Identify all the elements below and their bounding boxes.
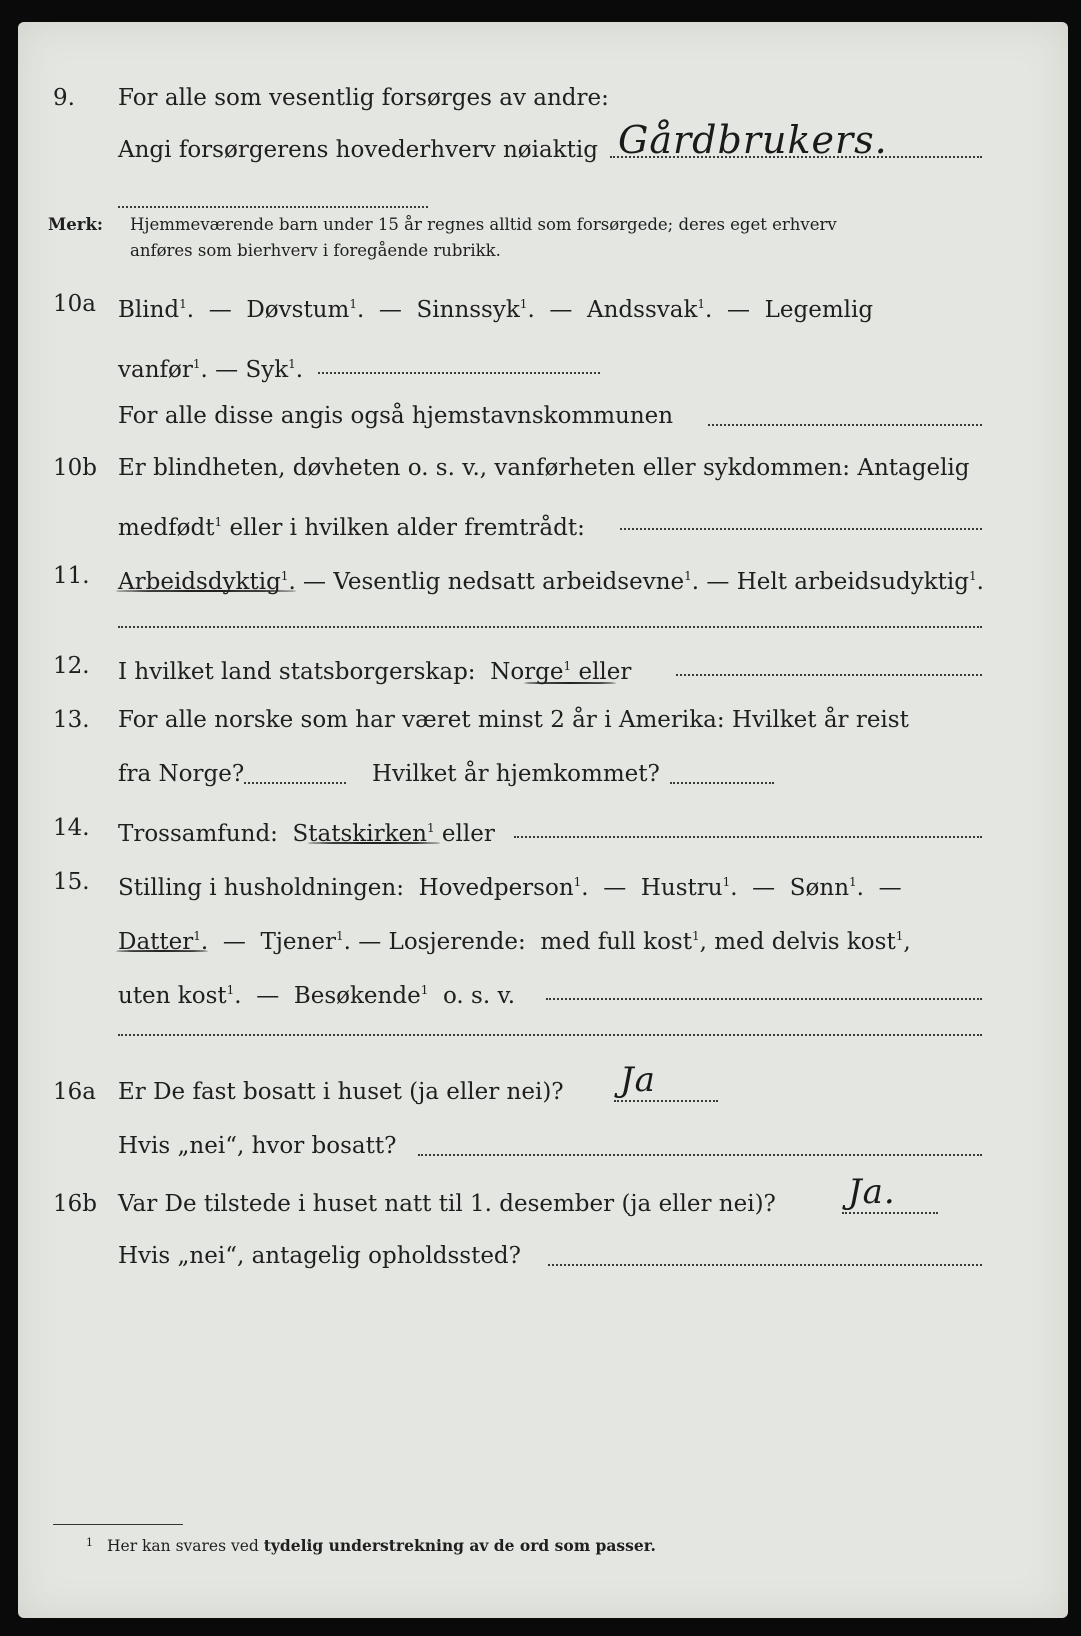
q13-left-norway: fra Norge? (118, 761, 245, 787)
q10b-answer-line[interactable] (620, 528, 982, 530)
q9-provider-label: Angi forsørgerens hovederhverv nøiaktig (118, 137, 598, 163)
footnote-rule (53, 1524, 183, 1525)
q16b-where-line[interactable] (548, 1264, 982, 1266)
q10b-number: 10b (53, 455, 97, 481)
q14-question: Trossamfund: Statskirken$^1$ eller (118, 821, 495, 847)
q16a-where-line[interactable] (418, 1154, 982, 1156)
footnote-marker: 1 (86, 1536, 93, 1549)
merk-text-1: Hjemmeværende barn under 15 år regnes alltid som forsørgede; deres eget erhverv (130, 215, 837, 234)
option-hustru: Hustru (640, 875, 723, 901)
option-andssvak: Andssvak (587, 297, 698, 323)
q15-options-3: uten kost$^1$. — Besøkende$^1$ o. s. v. (118, 983, 516, 1009)
option-besokende: Besøkende (293, 983, 421, 1009)
q15-extra-line[interactable] (118, 1034, 982, 1036)
option-delvis-kost: med delvis kost (714, 929, 896, 955)
option-vanfor: vanfør (118, 357, 193, 383)
q11-number: 11. (53, 563, 90, 589)
q16b-where-label: Hvis „nei“, antagelig opholdssted? (118, 1243, 521, 1269)
q15-underline-mark (116, 950, 208, 952)
option-full-kost: med full kost (540, 929, 692, 955)
q16b-question: Var De tilstede i huset natt til 1. desember (ja eller nei)? (118, 1191, 776, 1217)
option-uten-kost: uten kost (118, 983, 227, 1009)
option-arbeidsdyktig: Arbeidsdyktig (118, 569, 281, 595)
q14-answer-line[interactable] (514, 836, 982, 838)
q13-left-year-line[interactable] (244, 782, 346, 784)
q12-underline-mark (524, 682, 616, 684)
q9-number: 9. (53, 85, 75, 111)
q16a-handwritten-answer: Ja (620, 1060, 656, 1100)
q15-question: Stilling i husholdningen: Hovedperson$^1$. — Hustru$^1$. — Sønn$^1$. — (118, 875, 902, 901)
q16b-number: 16b (53, 1191, 97, 1217)
option-norge: Norge (490, 659, 564, 685)
q15-number: 15. (53, 869, 90, 895)
footnote: $^1$ Her kan svares ved tydelig understrekning av de ord som passer. (86, 1536, 656, 1555)
q16a-question: Er De fast bosatt i huset (ja eller nei)? (118, 1079, 564, 1105)
q9-handwritten-answer: Gårdbrukers. (618, 118, 888, 162)
q13-return-year-line[interactable] (670, 782, 774, 784)
q14-number: 14. (53, 815, 90, 841)
q15-options-2: Datter$^1$. — Tjener$^1$. — Losjerende: med full kost$^1$, med delvis kost$^1$, (118, 929, 911, 955)
option-blind: Blind (118, 297, 180, 323)
q11-underline-mark (116, 590, 296, 592)
q13-number: 13. (53, 707, 90, 733)
q9-question: For alle som vesentlig forsørges av andre: (118, 85, 609, 111)
q16b-answer-line[interactable] (842, 1212, 938, 1214)
option-statskirken: Statskirken (292, 821, 427, 847)
option-legemlig: Legemlig (764, 297, 874, 323)
option-syk: Syk (245, 357, 289, 383)
q12-number: 12. (53, 653, 90, 679)
option-dovstum: Døvstum (246, 297, 350, 323)
option-hovedperson: Hovedperson (418, 875, 574, 901)
option-nedsatt: Vesentlig nedsatt arbeidsevne (333, 569, 685, 595)
q10a-municipality-line[interactable] (708, 424, 982, 426)
q10a-answer-line[interactable] (318, 372, 600, 374)
q16a-number: 16a (53, 1079, 96, 1105)
q11-options: Arbeidsdyktig$^1$. — Vesentlig nedsatt arbeidsevne$^1$. — Helt arbeidsudyktig$^1$. (118, 569, 984, 595)
q16a-answer-line[interactable] (614, 1100, 718, 1102)
option-datter: Datter (118, 929, 194, 955)
merk-label: Merk: (48, 215, 103, 234)
option-tjener: Tjener (260, 929, 336, 955)
q13-returned: Hvilket år hjemkommet? (372, 761, 660, 787)
q10b-question-2: medfødt$^1$ eller i hvilken alder fremtrådt: (118, 515, 585, 541)
q13-question: For alle norske som har været minst 2 år i Amerika: Hvilket år reist (118, 707, 909, 733)
q10a-options: Blind$^1$. — Døvstum$^1$. — Sinnssyk$^1$. — Andssvak$^1$. — Legemlig (118, 297, 874, 323)
q10a-number: 10a (53, 291, 96, 317)
q14-underline-mark (308, 842, 440, 844)
census-form-page: 9. For alle som vesentlig forsørges av andre: Angi forsørgerens hovederhverv nøiaktig Gårdbrukers. Merk: Hjemmeværende barn under 15 år regnes alltid som forsørgede; deres eget erhverv anføres som bierhverv i foregående rubrikk. 10a Blind$^1$. — Døvstum$^1$. — Sinnssyk$^1$. — Andssvak$^1$. — Legemlig vanfør$^1$. — Syk$^1$. For alle disse angis også hjemstavnskommunen 10b Er blindheten, døvheten o. s. v., vanførheten eller sykdommen: Antagelig medfødt$^1$ eller i hvilken alder fremtrådt: 11. Arbeidsdyktig$^1$. — Vesentlig nedsatt arbeidsevne$^1$. — Helt arbeidsudyktig$^1$. 12. I hvilket land statsborgerskap: Norge$^1$ eller 13. For alle norske som har været minst 2 år i Amerika: Hvilket år reist fra Norge? Hvilket år hjemkommet? 14. Trossamfund: Statskirken$^1$ eller 15. Stilling i husholdningen: Hovedperson$^1$. — Hustru$^1$. — Sønn$^1$. — Datter$^1$. — Tjener$^1$. — Losjerende: med full kost$^1$, med delvis kost$^1$, uten kost$^1$. — Besøkende$^1$ o. s. v. 16a Er De fast bosatt i huset (ja eller nei)? Ja Hvis „nei“, hvor bosatt? 16b Var De tilstede i huset natt til 1. desember (ja eller nei)? Ja. Hvis „nei“, antagelig opholdssted? $^1$ Her kan svares ved tydelig understrekning av de ord som passer. (18, 22, 1068, 1618)
option-sinnssyk: Sinnssyk (416, 297, 520, 323)
merk-text-2: anføres som bierhverv i foregående rubrikk. (130, 241, 501, 260)
q12-answer-line[interactable] (676, 674, 982, 676)
q10a-home-municipality: For alle disse angis også hjemstavnskommunen (118, 403, 674, 429)
q10b-question: Er blindheten, døvheten o. s. v., vanførheten eller sykdommen: Antagelig (118, 455, 970, 481)
q16b-handwritten-answer: Ja. (848, 1172, 896, 1212)
q11-extra-line[interactable] (118, 626, 982, 628)
option-arbeidsudyktig: Helt arbeidsudyktig (736, 569, 969, 595)
option-sonn: Sønn (789, 875, 850, 901)
q16a-where-label: Hvis „nei“, hvor bosatt? (118, 1133, 397, 1159)
q12-question: I hvilket land statsborgerskap: Norge$^1$ eller (118, 659, 632, 685)
q15-answer-line[interactable] (546, 998, 982, 1000)
q9-extra-line[interactable] (118, 206, 428, 208)
